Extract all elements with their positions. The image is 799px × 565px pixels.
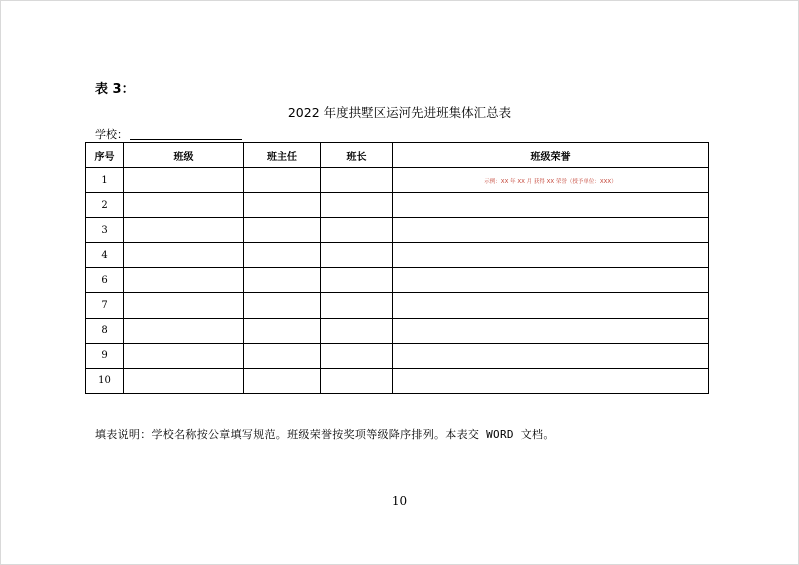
table-label: 表 3： — [95, 82, 135, 97]
school-underline — [130, 138, 242, 140]
table-row — [86, 168, 709, 193]
filling-instructions: 填表说明：学校名称按公章填写规范。班级荣誉按奖项等级降序排列。本表交 WORD 文档。 — [95, 428, 555, 441]
table-row — [86, 243, 709, 268]
honors-cell[interactable] — [393, 243, 709, 268]
head-teacher-cell[interactable] — [244, 368, 321, 393]
monitor-cell[interactable] — [321, 318, 393, 343]
page-number: 10 — [391, 494, 408, 508]
honors-cell[interactable] — [393, 218, 709, 243]
honors-cell[interactable] — [393, 168, 709, 193]
table-row — [86, 293, 709, 318]
class-cell[interactable] — [124, 243, 244, 268]
row-index: 3 — [86, 218, 124, 243]
table-row — [86, 193, 709, 218]
monitor-cell[interactable] — [321, 168, 393, 193]
table-header-row — [86, 143, 709, 168]
head-teacher-cell[interactable] — [244, 193, 321, 218]
header-class: 班级 — [124, 143, 244, 168]
school-label: 学校： — [95, 128, 128, 141]
head-teacher-cell[interactable] — [244, 293, 321, 318]
class-cell[interactable] — [124, 293, 244, 318]
class-cell[interactable] — [124, 218, 244, 243]
table-row — [86, 218, 709, 243]
header-honors: 班级荣誉 — [393, 143, 709, 168]
row-index: 9 — [86, 343, 124, 368]
class-cell[interactable] — [124, 343, 244, 368]
head-teacher-cell[interactable] — [244, 343, 321, 368]
monitor-cell[interactable] — [321, 193, 393, 218]
school-field — [95, 126, 242, 142]
class-cell[interactable] — [124, 268, 244, 293]
document-title: 2022 年度拱墅区运河先进班集体汇总表 — [287, 105, 512, 120]
head-teacher-cell[interactable] — [244, 218, 321, 243]
table-row — [86, 343, 709, 368]
head-teacher-cell[interactable] — [244, 243, 321, 268]
honors-cell[interactable] — [393, 293, 709, 318]
table-row — [86, 318, 709, 343]
row-index: 4 — [86, 243, 124, 268]
header-index: 序号 — [86, 143, 124, 168]
monitor-cell[interactable] — [321, 243, 393, 268]
row-index: 8 — [86, 318, 124, 343]
monitor-cell[interactable] — [321, 293, 393, 318]
head-teacher-cell[interactable] — [244, 168, 321, 193]
example-honor-text: 示例：XX 年 XX 月 获得 XX 荣誉（授予单位：XXX） — [484, 178, 617, 185]
table-row — [86, 268, 709, 293]
head-teacher-cell[interactable] — [244, 268, 321, 293]
row-index: 2 — [86, 193, 124, 218]
honors-cell[interactable] — [393, 193, 709, 218]
honors-cell[interactable] — [393, 318, 709, 343]
table-row — [86, 368, 709, 393]
head-teacher-cell[interactable] — [244, 318, 321, 343]
class-cell[interactable] — [124, 193, 244, 218]
class-cell[interactable] — [124, 368, 244, 393]
monitor-cell[interactable] — [321, 368, 393, 393]
class-cell[interactable] — [124, 318, 244, 343]
monitor-cell[interactable] — [321, 268, 393, 293]
monitor-cell[interactable] — [321, 343, 393, 368]
row-index: 10 — [86, 368, 124, 393]
summary-table — [85, 142, 709, 394]
class-cell[interactable] — [124, 168, 244, 193]
row-index: 7 — [86, 293, 124, 318]
row-index: 6 — [86, 268, 124, 293]
row-index: 1 — [86, 168, 124, 193]
monitor-cell[interactable] — [321, 218, 393, 243]
honors-cell[interactable] — [393, 368, 709, 393]
honors-cell[interactable] — [393, 343, 709, 368]
honors-cell[interactable] — [393, 268, 709, 293]
header-monitor: 班长 — [321, 143, 393, 168]
header-head-teacher: 班主任 — [244, 143, 321, 168]
